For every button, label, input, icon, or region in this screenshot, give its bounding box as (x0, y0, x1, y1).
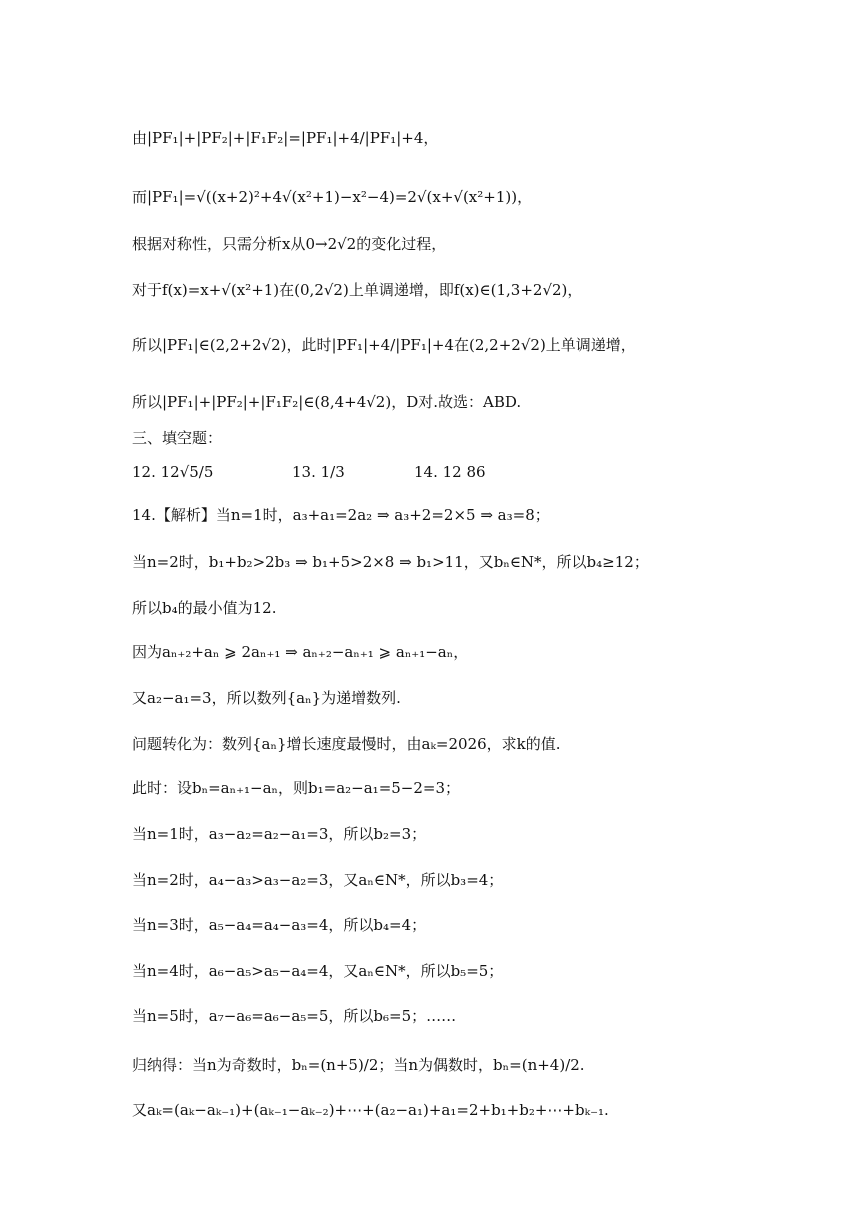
text-line: 又a₂−a₁=3，所以数列{aₙ}为递增数列. (132, 689, 401, 707)
text-line: 此时：设bₙ=aₙ₊₁−aₙ，则b₁=a₂−a₁=5−2=3； (132, 779, 461, 797)
text-line: 归纳得：当n为奇数时，bₙ=(n+5)/2；当n为偶数时，bₙ=(n+4)/2. (132, 1056, 585, 1074)
answer-14: 14. 12 86 (414, 463, 486, 481)
section-heading: 三、填空题： (132, 429, 223, 447)
text-line: 当n=2时，a₄−a₃>a₃−a₂=3，又aₙ∈N*，所以b₃=4； (132, 871, 504, 889)
text-line: 根据对称性，只需分析x从0→2√2的变化过程， (132, 235, 447, 253)
text-line: 所以b₄的最小值为12. (132, 599, 277, 617)
text-line: 因为aₙ₊₂+aₙ ⩾ 2aₙ₊₁ ⇒ aₙ₊₂−aₙ₊₁ ⩾ aₙ₊₁−aₙ， (132, 643, 469, 661)
text-line: 当n=5时，a₇−a₆=a₆−a₅=5，所以b₆=5；…… (132, 1007, 457, 1025)
text-line: 所以|PF₁|+|PF₂|+|F₁F₂|∈(8,4+4√2)，D对.故选：ABD. (132, 393, 522, 411)
text-line: 又aₖ=(aₖ−aₖ₋₁)+(aₖ₋₁−aₖ₋₂)+⋯+(a₂−a₁)+a₁=2+b₁+b₂+⋯+bₖ₋₁. (132, 1101, 609, 1119)
answer-12: 12. 12√5/5 (132, 463, 214, 481)
text-line: 所以|PF₁|∈(2,2+2√2)，此时|PF₁|+4/|PF₁|+4在(2,2+2√2)上单调递增， (132, 336, 636, 354)
text-line: 当n=4时，a₆−a₅>a₅−a₄=4，又aₙ∈N*，所以b₅=5； (132, 962, 504, 980)
text-line: 14.【解析】当n=1时，a₃+a₁=2a₂ ⇒ a₃+2=2×5 ⇒ a₃=8； (132, 506, 550, 524)
text-line: 当n=1时，a₃−a₂=a₂−a₁=3，所以b₂=3； (132, 825, 427, 843)
text-line: 对于f(x)=x+√(x²+1)在(0,2√2)上单调递增，即f(x)∈(1,3+2√2)， (132, 281, 583, 299)
answer-13: 13. 1/3 (292, 463, 345, 481)
text-line: 当n=3时，a₅−a₄=a₄−a₃=4，所以b₄=4； (132, 916, 427, 934)
text-line: 由|PF₁|+|PF₂|+|F₁F₂|=|PF₁|+4/|PF₁|+4， (132, 129, 439, 147)
text-line: 而|PF₁|=√((x+2)²+4√(x²+1)−x²−4)=2√(x+√(x²+1))， (132, 188, 533, 206)
text-line: 当n=2时，b₁+b₂>2b₃ ⇒ b₁+5>2×8 ⇒ b₁>11，又bₙ∈N*，所以b₄≥12； (132, 553, 649, 571)
text-line: 问题转化为：数列{aₙ}增长速度最慢时，由aₖ=2026，求k的值. (132, 735, 561, 753)
